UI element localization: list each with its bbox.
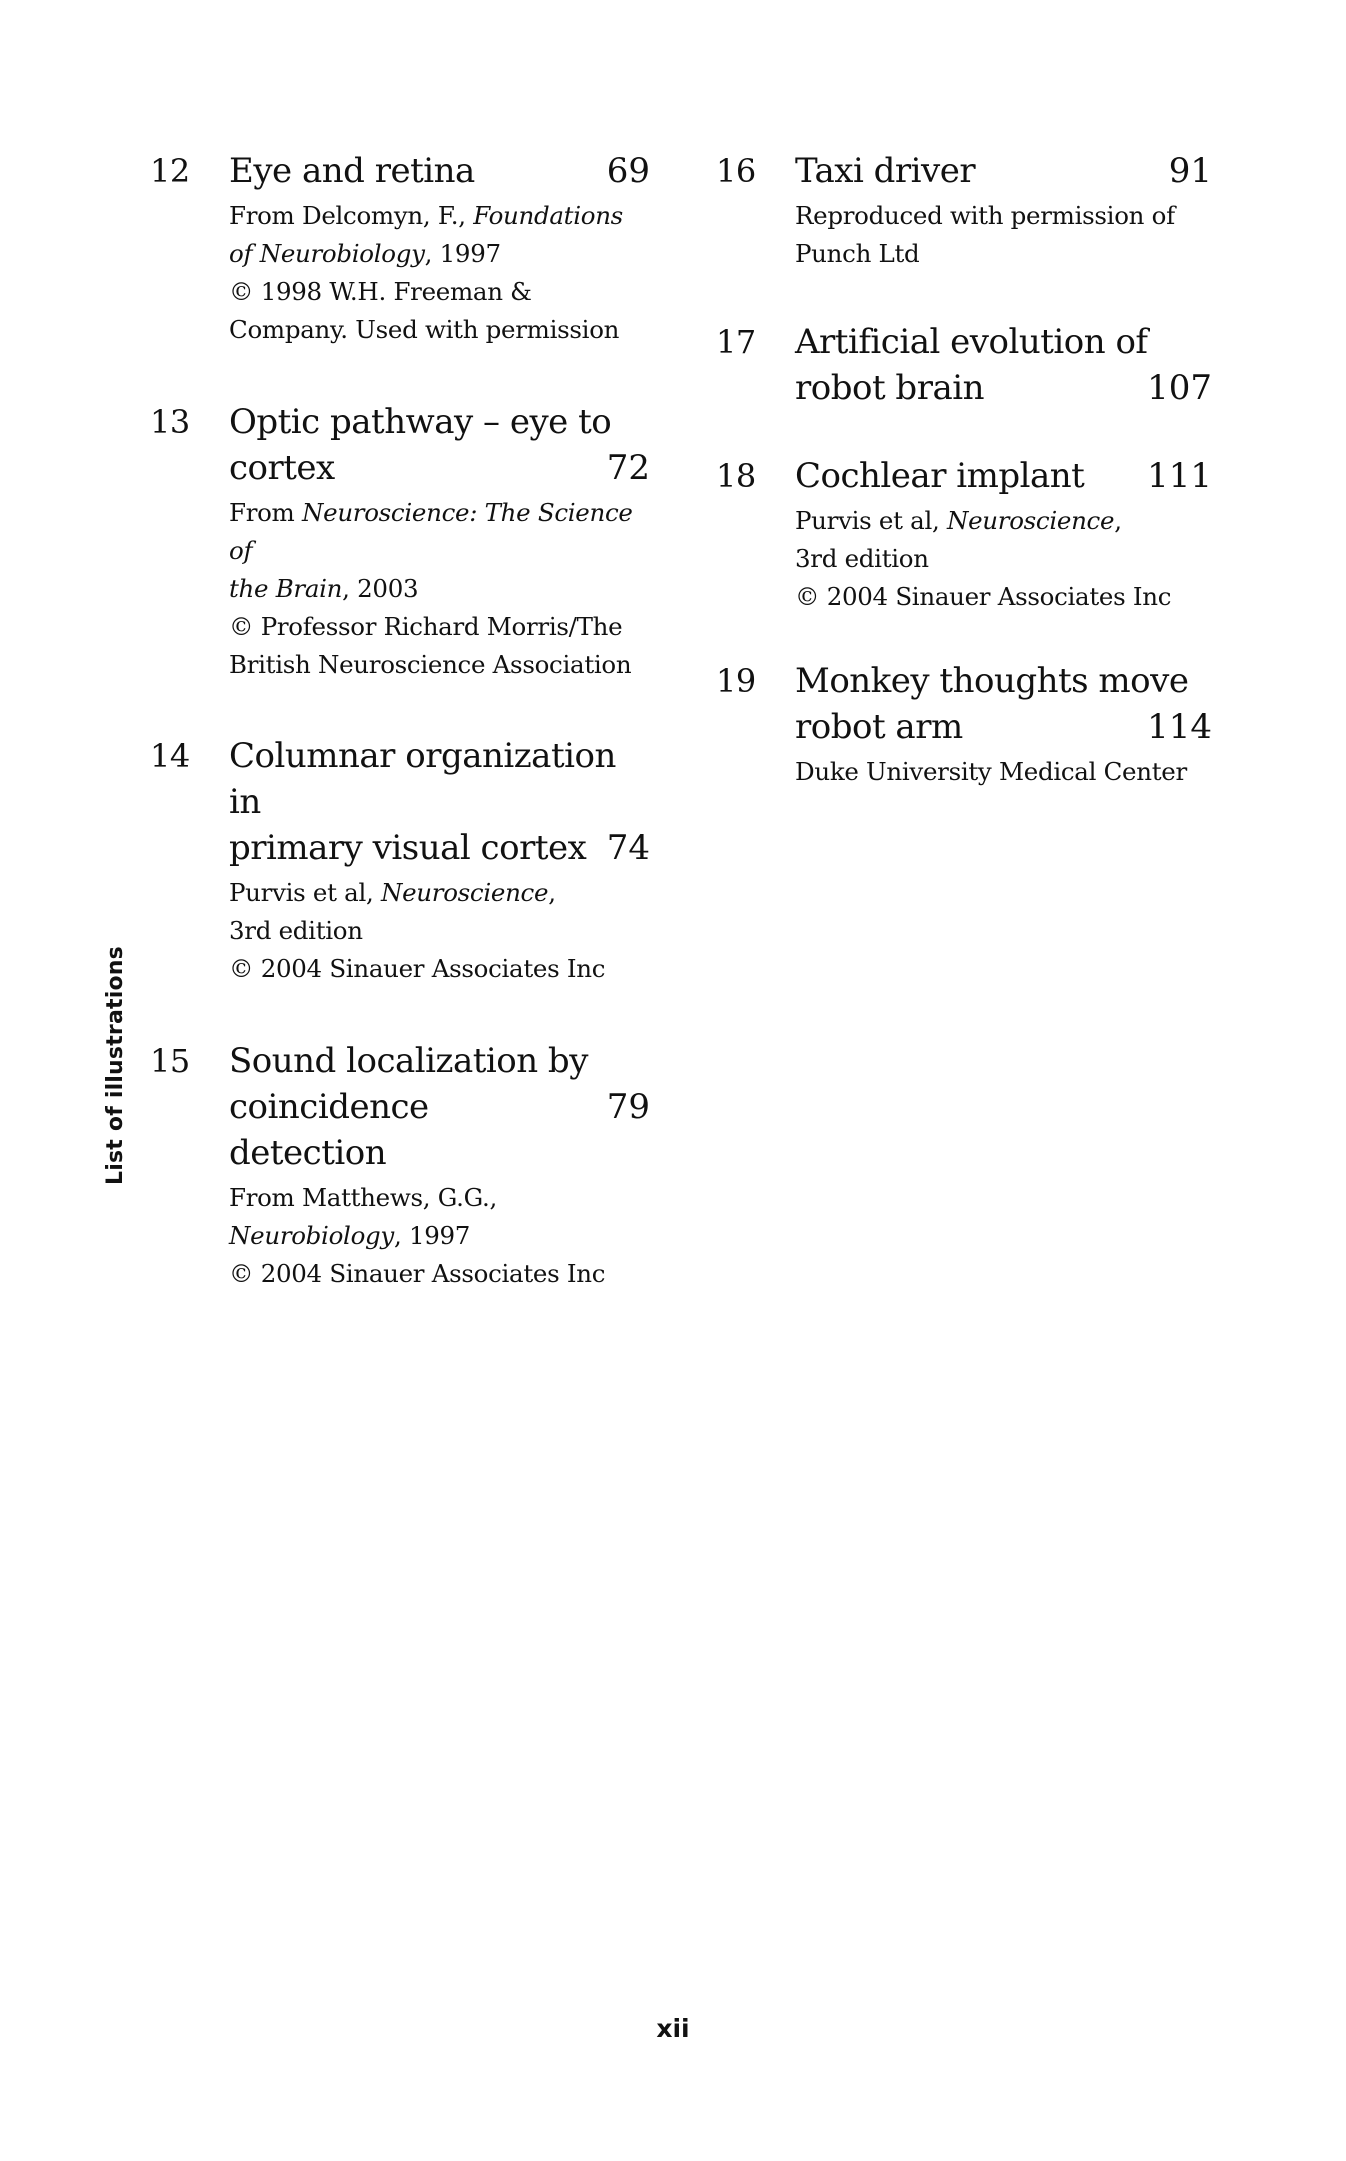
entry-title-row <box>229 1084 650 1176</box>
figure-number: 19 <box>716 662 756 700</box>
page-number: xii <box>656 2014 690 2043</box>
credit-text: From Matthews, G.G., <box>229 1183 498 1212</box>
entry-title-line: Columnar organization in <box>229 736 616 822</box>
entry-page-number: 79 <box>606 1087 650 1127</box>
figure-number: 14 <box>150 737 190 775</box>
entry-title-row <box>795 148 1212 194</box>
entry-body <box>795 148 1212 273</box>
credit-italic-text: Neuroscience <box>380 878 549 907</box>
entry-body <box>229 733 650 988</box>
credit-line <box>229 311 650 349</box>
illustration-entry <box>716 319 1212 411</box>
entry-title-line: Sound localization by <box>229 1041 588 1081</box>
entry-title: Taxi driver <box>795 151 976 191</box>
entry-title-line: Monkey thoughts move <box>795 661 1189 701</box>
credit-text: , 1997 <box>393 1221 471 1250</box>
credit-text: From Delcomyn, F., <box>229 201 474 230</box>
entry-title-row <box>795 704 1212 750</box>
entry-body <box>229 148 650 349</box>
figure-number: 17 <box>716 323 756 361</box>
entry-credit <box>795 753 1212 791</box>
credit-line <box>795 578 1212 616</box>
illustrations-column-right <box>716 148 1212 791</box>
credit-text: Purvis et al, <box>795 506 947 535</box>
entry-page-number: 107 <box>1147 368 1212 408</box>
entry-body <box>229 399 650 684</box>
entry-body <box>795 319 1212 411</box>
figure-number: 13 <box>150 403 190 441</box>
entry-title: Eye and retina <box>229 151 475 191</box>
credit-italic-text: Foundations <box>473 201 623 230</box>
running-head-text: List of illustrations <box>102 945 128 1185</box>
entry-title: Cochlear implant <box>795 456 1085 496</box>
entry-title-row <box>795 453 1212 499</box>
credit-text: Company. Used with permission <box>229 315 620 344</box>
entry-title: coincidence detection <box>229 1087 429 1173</box>
credit-line <box>229 235 650 273</box>
entry-title: robot arm <box>795 707 963 747</box>
credit-line <box>229 608 650 646</box>
entry-title: robot brain <box>795 368 984 408</box>
credit-text: Reproduced with permission of <box>795 201 1175 230</box>
illustration-entry <box>150 148 650 349</box>
credit-italic-text: Neuroscience: The Science of <box>229 498 633 565</box>
illustration-entry <box>150 1038 650 1293</box>
entry-title-line: Optic pathway – eye to <box>229 402 612 442</box>
credit-italic-text: the Brain <box>229 574 343 603</box>
credit-line <box>229 912 650 950</box>
entry-title-row <box>795 365 1212 411</box>
credit-text: © 2004 Sinauer Associates Inc <box>229 1259 606 1288</box>
credit-text: © Professor Richard Morris/The <box>229 612 623 641</box>
running-head <box>100 945 130 1185</box>
credit-text: Punch Ltd <box>795 239 920 268</box>
illustration-entry <box>150 399 650 684</box>
credit-text: Duke University Medical Center <box>795 757 1187 786</box>
entry-title: cortex <box>229 448 335 488</box>
entry-body <box>795 658 1212 791</box>
illustration-entry <box>716 148 1212 273</box>
credit-italic-text: Neurobiology <box>229 1221 394 1250</box>
credit-text: From <box>229 498 302 527</box>
credit-text: , <box>548 878 556 907</box>
entry-title-row <box>229 148 650 194</box>
entry-page-number: 74 <box>606 828 650 868</box>
entry-page-number: 69 <box>606 151 650 191</box>
credit-line <box>229 494 650 570</box>
credit-line <box>795 540 1212 578</box>
credit-text: © 2004 Sinauer Associates Inc <box>795 582 1172 611</box>
entry-credit <box>229 197 650 349</box>
credit-line <box>229 1255 650 1293</box>
credit-line <box>795 502 1212 540</box>
illustration-entry <box>150 733 650 988</box>
credit-line <box>229 646 650 684</box>
entry-body <box>229 1038 650 1293</box>
entry-credit <box>795 502 1212 616</box>
entry-credit <box>795 197 1212 273</box>
credit-text: © 1998 W.H. Freeman & <box>229 277 532 306</box>
entry-title-row <box>229 825 650 871</box>
entry-credit <box>229 494 650 684</box>
figure-number: 18 <box>716 457 756 495</box>
credit-italic-text: of Neurobiology <box>229 239 425 268</box>
credit-text: British Neuroscience Association <box>229 650 632 679</box>
figure-number: 12 <box>150 152 190 190</box>
entry-page-number: 114 <box>1147 707 1212 747</box>
entry-page-number: 72 <box>606 448 650 488</box>
credit-line <box>229 1179 650 1217</box>
entry-title-line: Artificial evolution of <box>795 322 1148 362</box>
credit-line <box>795 197 1212 235</box>
figure-number: 15 <box>150 1042 190 1080</box>
entry-body <box>795 453 1212 616</box>
figure-number: 16 <box>716 152 756 190</box>
credit-text: , 2003 <box>342 574 419 603</box>
entry-title-row <box>229 445 650 491</box>
credit-line <box>795 235 1212 273</box>
credit-text: © 2004 Sinauer Associates Inc <box>229 954 606 983</box>
credit-line <box>795 753 1212 791</box>
entry-page-number: 91 <box>1168 151 1212 191</box>
credit-line <box>229 1217 650 1255</box>
credit-line <box>229 570 650 608</box>
entry-credit <box>229 874 650 988</box>
illustration-entry <box>716 658 1212 791</box>
credit-text: 3rd edition <box>229 916 363 945</box>
credit-line <box>229 874 650 912</box>
illustrations-column-left <box>150 148 650 1293</box>
credit-text: , <box>1114 506 1122 535</box>
credit-line <box>229 273 650 311</box>
credit-line <box>229 950 650 988</box>
credit-text: Purvis et al, <box>229 878 381 907</box>
entry-credit <box>229 1179 650 1293</box>
credit-line <box>229 197 650 235</box>
entry-page-number: 111 <box>1147 456 1212 496</box>
credit-text: 3rd edition <box>795 544 929 573</box>
entry-title: primary visual cortex <box>229 828 587 868</box>
credit-italic-text: Neuroscience <box>946 506 1115 535</box>
illustration-entry <box>716 453 1212 616</box>
credit-text: , 1997 <box>424 239 501 268</box>
